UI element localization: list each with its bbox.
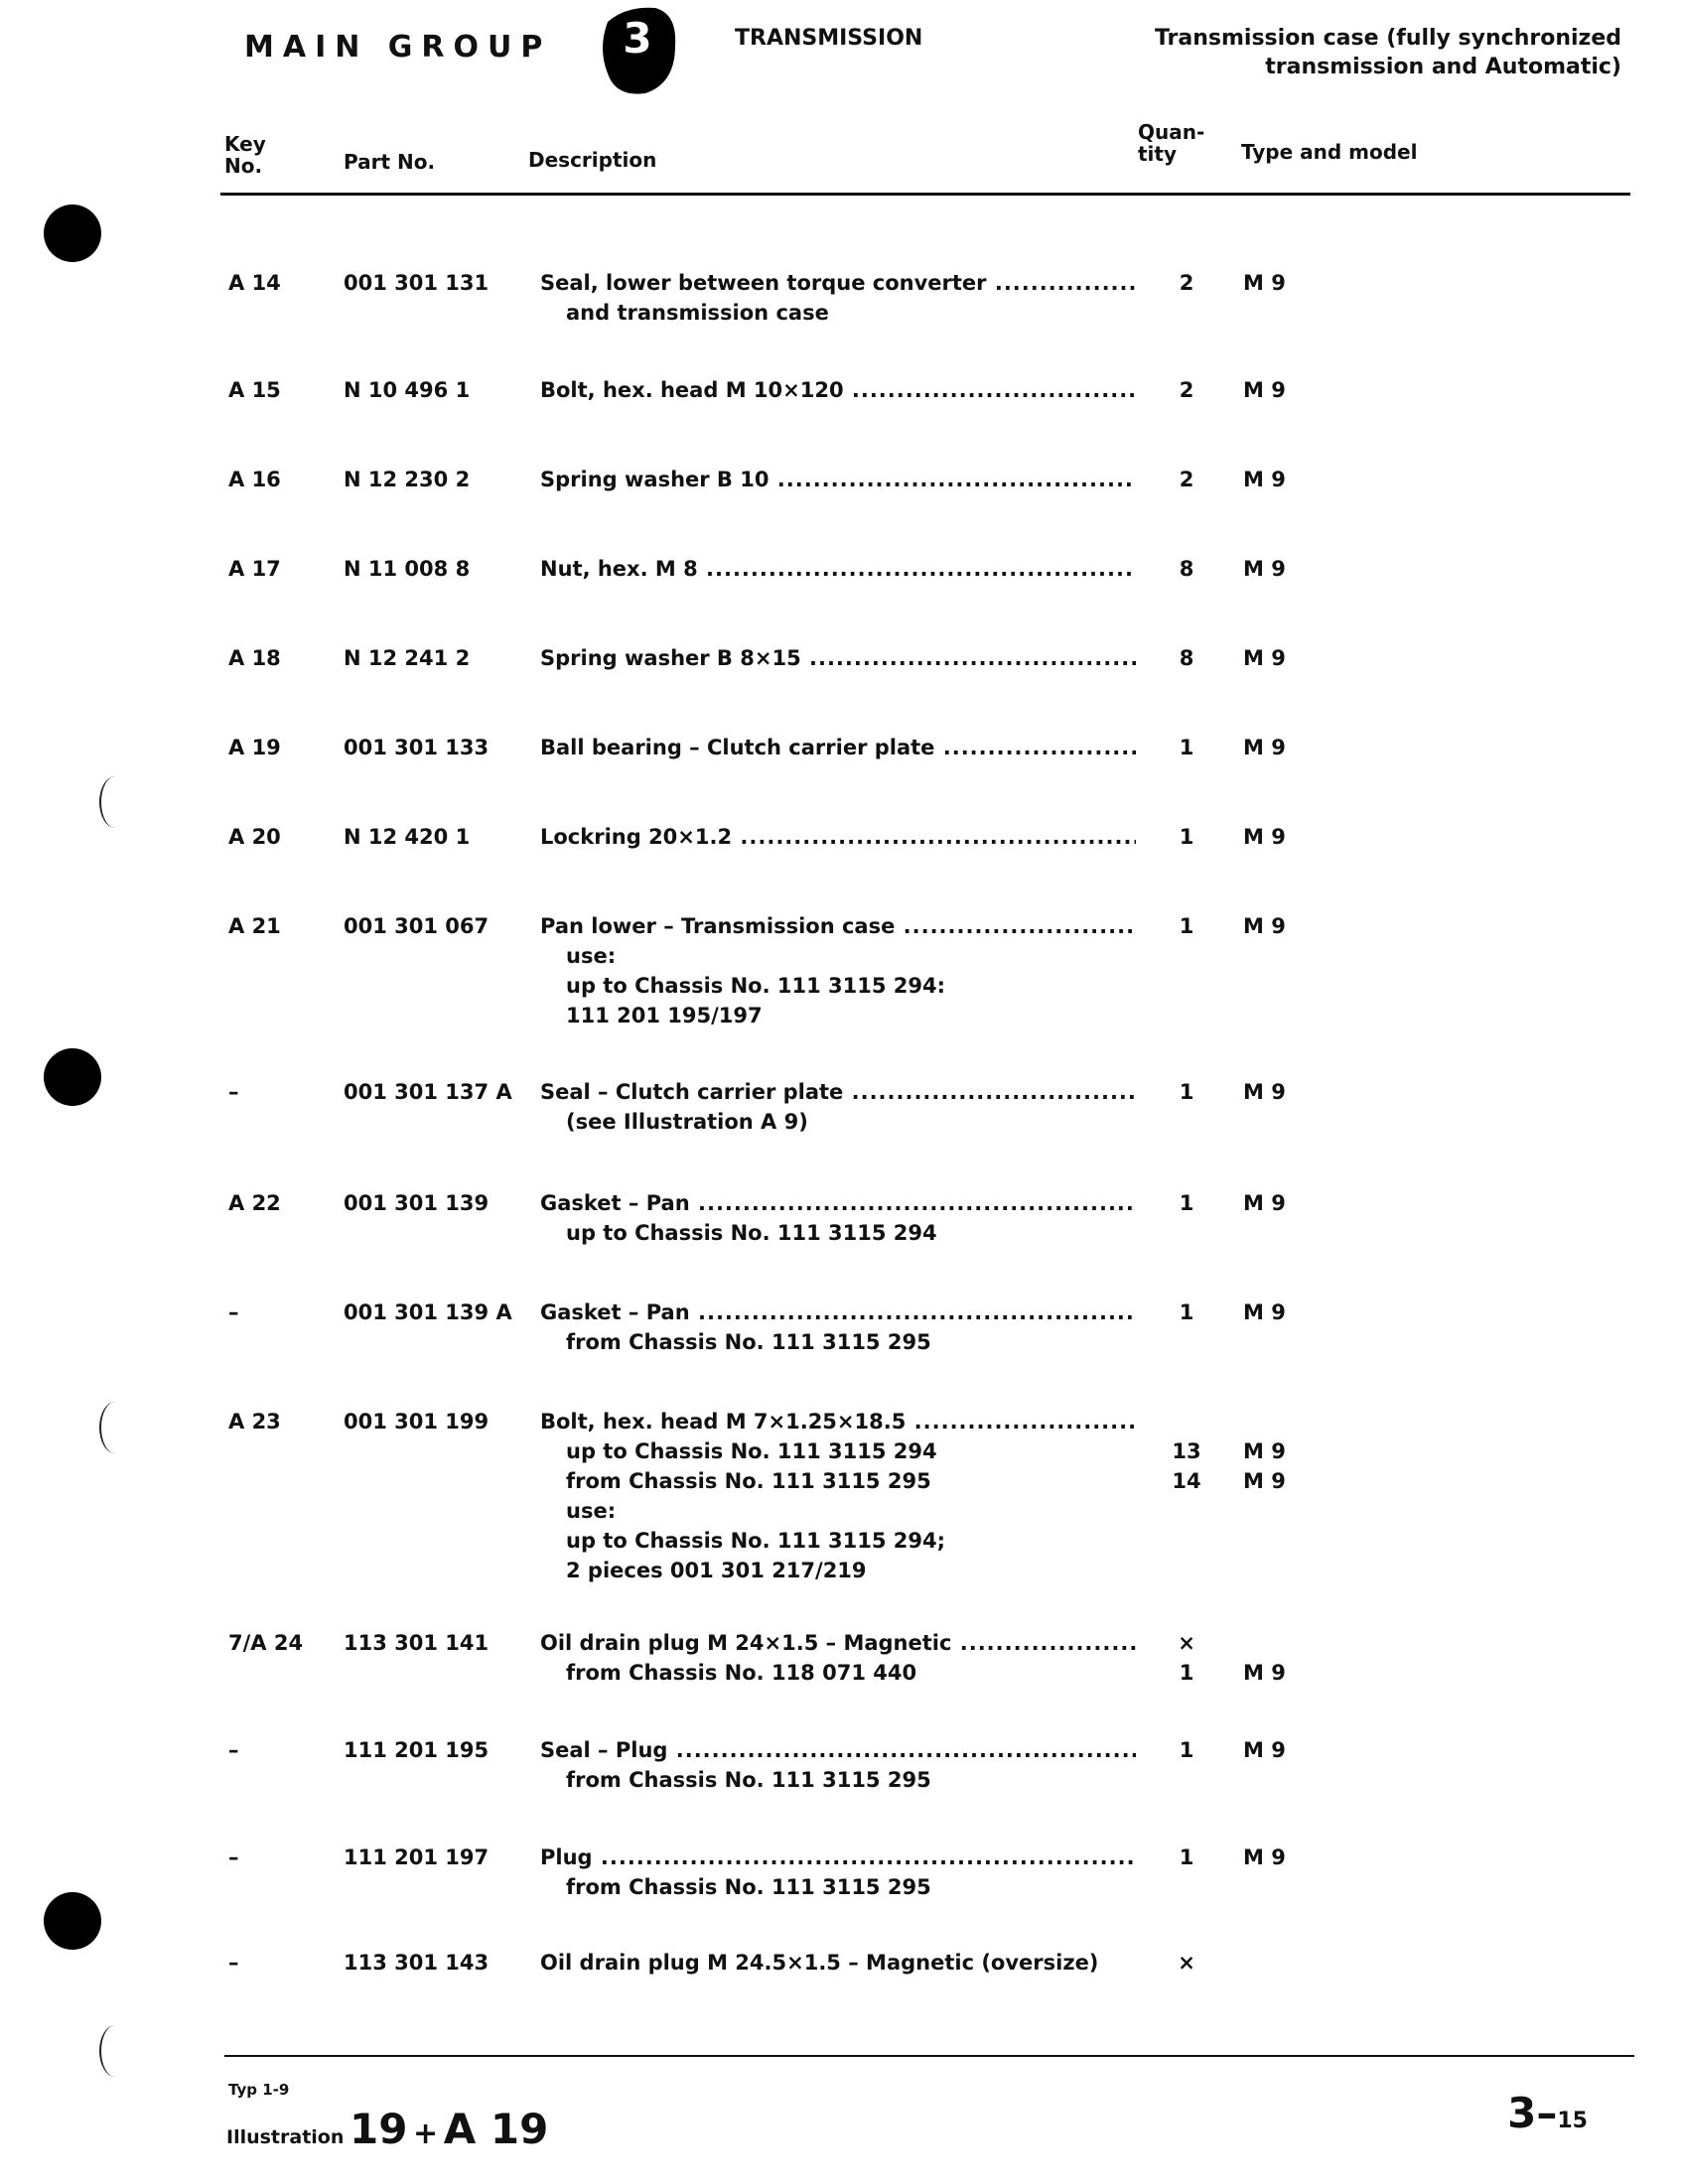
type-model-value: M 9 — [1243, 557, 1286, 581]
description-text: Spring washer B 10 ..... — [540, 465, 1136, 494]
part-number: 001 301 139 — [344, 1191, 490, 1215]
binder-hole — [44, 1048, 101, 1106]
quantity — [1162, 643, 1211, 673]
description — [540, 1188, 1136, 1248]
quantity — [1162, 554, 1211, 584]
description-text: Plug ..... — [540, 1843, 1136, 1872]
type-model-value: M 9 — [1243, 914, 1286, 938]
type-model — [1243, 1628, 1332, 1688]
description — [540, 554, 1136, 584]
description-note: 111 201 195/197 — [566, 1004, 763, 1027]
part-number: 001 301 199 — [344, 1410, 490, 1433]
description-text: Lockring 20×1.2 ..... — [540, 822, 1136, 852]
description-text: Bolt, hex. head M 7×1.25×18.5 ..... — [540, 1407, 1136, 1436]
type-model-value: M 9 — [1243, 646, 1286, 670]
type-model — [1243, 268, 1332, 298]
description-note: up to Chassis No. 111 3115 294 — [566, 1439, 937, 1463]
section-title: TRANSMISSION — [735, 26, 923, 51]
description-note: from Chassis No. 111 3115 295 — [566, 1469, 931, 1493]
type-model-value — [1243, 1948, 1332, 1978]
type-model-value: M 9 — [1243, 1191, 1286, 1215]
part-number: 111 201 195 — [344, 1738, 490, 1762]
bracket-mark — [99, 2025, 131, 2077]
description — [540, 822, 1136, 852]
quantity-value: 1 — [1179, 1845, 1194, 1869]
binder-hole — [44, 205, 101, 262]
header-rule — [220, 193, 1630, 196]
column-header-type: Type and model — [1241, 140, 1418, 164]
part-number: N 11 008 8 — [344, 557, 471, 581]
description-text: Gasket – Pan ..... — [540, 1297, 1136, 1327]
type-model — [1243, 733, 1332, 762]
type-model-value: M 9 — [1243, 1469, 1286, 1493]
column-header-quantity: Quan- tity — [1138, 120, 1205, 166]
description-text: Gasket – Pan ..... — [540, 1188, 1136, 1218]
description — [540, 1628, 1136, 1688]
quantity-value: 13 — [1172, 1439, 1201, 1463]
part-number: N 12 241 2 — [344, 646, 471, 670]
type-model-value: M 9 — [1243, 1661, 1286, 1685]
quantity-value: 1 — [1179, 914, 1194, 938]
description-text: Pan lower – Transmission case ..... — [540, 911, 1136, 941]
group-number: 3 — [623, 14, 652, 63]
description-text: Bolt, hex. head M 10×120 ..... — [540, 375, 1136, 405]
column-header-description: Description — [528, 148, 657, 172]
description — [540, 375, 1136, 405]
type-model — [1243, 1735, 1332, 1765]
type-model-value: M 9 — [1243, 1845, 1286, 1869]
description-text: Nut, hex. M 8 ..... — [540, 554, 1136, 584]
type-model — [1243, 1188, 1332, 1218]
footer-illustration: Illustration 19 + A 19 — [226, 2105, 549, 2153]
quantity-value: 1 — [1179, 1080, 1194, 1104]
key-number: A 20 — [228, 825, 281, 849]
quantity — [1162, 1188, 1211, 1218]
part-number: 001 301 139 A — [344, 1300, 512, 1324]
type-model — [1243, 643, 1332, 673]
description-note: 2 pieces 001 301 217/219 — [566, 1559, 867, 1582]
quantity-value: 8 — [1179, 646, 1194, 670]
quantity-value: 1 — [1179, 736, 1194, 759]
quantity-value — [1162, 1407, 1211, 1436]
bracket-mark — [99, 776, 131, 828]
description-text: Ball bearing – Clutch carrier plate ..... — [540, 733, 1136, 762]
quantity — [1162, 1077, 1211, 1107]
quantity-value: × — [1178, 1951, 1195, 1975]
type-model-value — [1243, 1628, 1332, 1658]
key-number: – — [228, 1738, 239, 1762]
description-note: use: — [566, 944, 617, 968]
description — [540, 1077, 1136, 1137]
quantity — [1162, 1948, 1211, 1978]
description-note: up to Chassis No. 111 3115 294 — [566, 1221, 937, 1245]
quantity — [1162, 911, 1211, 941]
description-text: Oil drain plug M 24×1.5 – Magnetic ..... — [540, 1628, 1136, 1658]
key-number: A 21 — [228, 914, 281, 938]
quantity-value: 1 — [1179, 1738, 1194, 1762]
footer-rule — [224, 2055, 1634, 2057]
description — [540, 465, 1136, 494]
type-model — [1243, 1407, 1332, 1496]
description-note: from Chassis No. 118 071 440 — [566, 1661, 917, 1685]
quantity-value: 2 — [1179, 468, 1194, 491]
description-note: and transmission case — [566, 301, 829, 325]
quantity-value: 14 — [1172, 1469, 1201, 1493]
quantity — [1162, 1407, 1211, 1496]
quantity-value: 1 — [1179, 1661, 1194, 1685]
description — [540, 1297, 1136, 1357]
description-note: (see Illustration A 9) — [566, 1110, 808, 1134]
type-model-value: M 9 — [1243, 825, 1286, 849]
quantity — [1162, 375, 1211, 405]
key-number: A 23 — [228, 1410, 281, 1433]
section-subtitle: Transmission case (fully synchronized transmission and Automatic) — [1154, 26, 1621, 79]
description-text: Seal – Plug ..... — [540, 1735, 1136, 1765]
description-note: from Chassis No. 111 3115 295 — [566, 1330, 931, 1354]
type-model-value: M 9 — [1243, 1080, 1286, 1104]
key-number: A 18 — [228, 646, 281, 670]
quantity-value: 1 — [1179, 1191, 1194, 1215]
type-model-value: M 9 — [1243, 1738, 1286, 1762]
key-number: A 19 — [228, 736, 281, 759]
type-model-value: M 9 — [1243, 736, 1286, 759]
quantity-value: 2 — [1179, 378, 1194, 402]
part-number: 111 201 197 — [344, 1845, 490, 1869]
quantity-value: 2 — [1179, 271, 1194, 295]
description — [540, 1735, 1136, 1795]
quantity — [1162, 1735, 1211, 1765]
quantity — [1162, 268, 1211, 298]
part-number: 001 301 131 — [344, 271, 490, 295]
type-model — [1243, 554, 1332, 584]
part-number: 113 301 143 — [344, 1951, 490, 1975]
description-note: up to Chassis No. 111 3115 294; — [566, 1529, 946, 1553]
quantity — [1162, 822, 1211, 852]
description — [540, 643, 1136, 673]
part-number: 001 301 133 — [344, 736, 490, 759]
quantity-value: × — [1178, 1631, 1195, 1655]
key-number: – — [228, 1080, 239, 1104]
type-model — [1243, 1948, 1332, 1978]
key-number: A 14 — [228, 271, 281, 295]
key-number: A 16 — [228, 468, 281, 491]
part-number: 113 301 141 — [344, 1631, 490, 1655]
quantity — [1162, 1843, 1211, 1872]
type-model — [1243, 1843, 1332, 1872]
column-header-key: Key No. — [224, 132, 266, 178]
type-model — [1243, 375, 1332, 405]
key-number: A 17 — [228, 557, 281, 581]
type-model — [1243, 911, 1332, 941]
description — [540, 268, 1136, 328]
type-model — [1243, 465, 1332, 494]
quantity — [1162, 1297, 1211, 1327]
description-text: Seal – Clutch carrier plate ..... — [540, 1077, 1136, 1107]
description — [540, 1948, 1136, 1978]
description-text: Oil drain plug M 24.5×1.5 – Magnetic (oversize) — [540, 1951, 1099, 1975]
quantity-value: 1 — [1179, 1300, 1194, 1324]
description — [540, 1843, 1136, 1902]
key-number: A 22 — [228, 1191, 281, 1215]
type-model — [1243, 1077, 1332, 1107]
description — [540, 911, 1136, 1030]
quantity-value: 8 — [1179, 557, 1194, 581]
key-number: A 15 — [228, 378, 281, 402]
type-model — [1243, 1297, 1332, 1327]
binder-hole — [44, 1892, 101, 1950]
type-model-value: M 9 — [1243, 468, 1286, 491]
type-model-value: M 9 — [1243, 378, 1286, 402]
part-number: 001 301 137 A — [344, 1080, 512, 1104]
quantity-value: 1 — [1179, 825, 1194, 849]
key-number: – — [228, 1300, 239, 1324]
description-note: up to Chassis No. 111 3115 294: — [566, 974, 946, 998]
description — [540, 733, 1136, 762]
footer-type: Typ 1-9 — [228, 2081, 290, 2099]
key-number: 7/A 24 — [228, 1631, 304, 1655]
description-text: Spring washer B 8×15 ..... — [540, 643, 1136, 673]
description-note: use: — [566, 1499, 617, 1523]
page-number: 3–15 — [1507, 2089, 1588, 2137]
quantity — [1162, 465, 1211, 494]
key-number: – — [228, 1951, 239, 1975]
main-group-label: MAIN GROUP — [244, 30, 552, 65]
type-model — [1243, 822, 1332, 852]
type-model-value: M 9 — [1243, 1300, 1286, 1324]
type-model-value — [1243, 1407, 1332, 1436]
part-number: 001 301 067 — [344, 914, 490, 938]
quantity — [1162, 1628, 1211, 1688]
part-number: N 12 230 2 — [344, 468, 471, 491]
description-note: from Chassis No. 111 3115 295 — [566, 1875, 931, 1899]
key-number: – — [228, 1845, 239, 1869]
bracket-mark — [99, 1402, 131, 1453]
quantity — [1162, 733, 1211, 762]
description-text: Seal, lower between torque converter ..... — [540, 268, 1136, 298]
part-number: N 12 420 1 — [344, 825, 471, 849]
description-note: from Chassis No. 111 3115 295 — [566, 1768, 931, 1792]
column-header-part: Part No. — [344, 150, 436, 174]
part-number: N 10 496 1 — [344, 378, 471, 402]
description — [540, 1407, 1136, 1585]
type-model-value: M 9 — [1243, 1439, 1286, 1463]
type-model-value: M 9 — [1243, 271, 1286, 295]
